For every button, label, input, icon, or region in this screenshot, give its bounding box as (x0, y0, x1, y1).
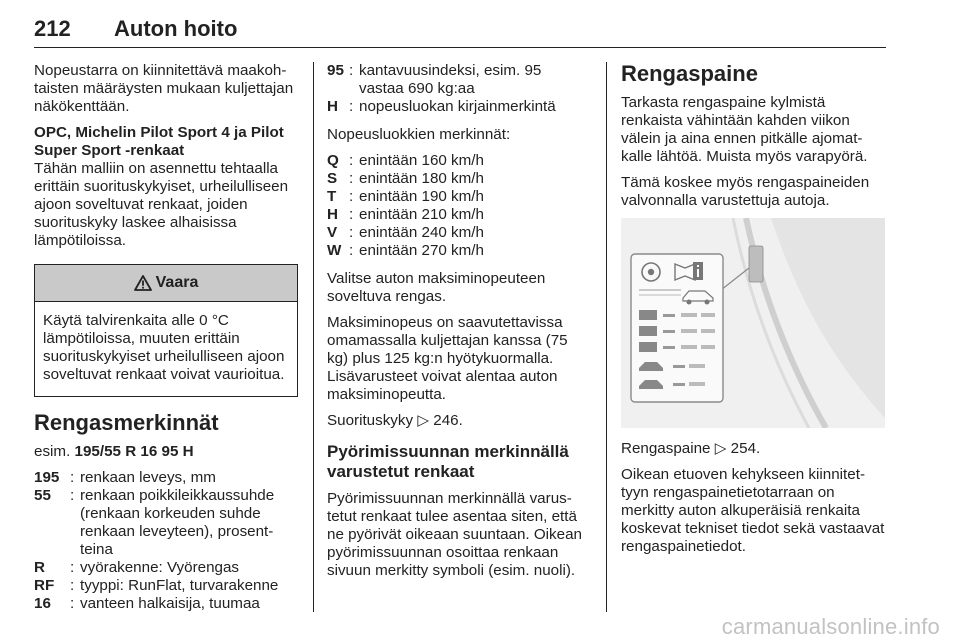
def-sep: : (70, 487, 75, 504)
performance-text: Suorituskyky (327, 412, 414, 429)
def-sep: : (349, 242, 354, 259)
def-desc: renkaan leveys, mm (80, 469, 216, 486)
speed-term: W (327, 242, 342, 259)
speed-term: T (327, 188, 337, 205)
def-desc: vanteen halkaisija, tuumaa (80, 595, 260, 612)
speed-term: Q (327, 152, 339, 169)
speed-class-list (327, 152, 589, 260)
speed-term: S (327, 170, 338, 187)
rotation-paragraph: Pyörimissuunnan merkinnällä varustetut renkaat tulee asentaa siten, että ne pyörivät oikeaan suuntaan. Oikean pyörimissuunnan osoittaa renkaan sivuun merkitty symboli (esim. nuoli). (327, 490, 582, 579)
def-term: 16 (34, 595, 51, 612)
speed-desc: enintään 190 km/h (359, 188, 484, 205)
section-title: Auton hoito (114, 16, 238, 41)
def-sep: : (70, 595, 75, 612)
def-sep: : (70, 559, 75, 576)
column-divider-2 (606, 62, 607, 612)
page-header (34, 0, 886, 48)
speed-term: H (327, 206, 338, 223)
column-1 (34, 62, 298, 623)
tire-code-list (34, 469, 298, 613)
warning-title: Vaara (155, 274, 199, 291)
speed-desc: enintään 240 km/h (359, 224, 484, 241)
def-sep: : (349, 170, 354, 187)
def-desc: vyörakenne: Vyörengas (80, 559, 240, 576)
tire-markings-heading: Rengasmerkinnät (34, 410, 219, 435)
door-label-paragraph: Oikean etuoven kehykseen kiinnitettyyn rengaspainetietotarraan on merkitty auton alkuperäisiä renkaita koskevat tekniset tiedot sekä vastaavat rengaspainetiedot. (621, 466, 885, 555)
def-desc: tyyppi: RunFlat, turvarakenne (80, 577, 279, 594)
max-speed-paragraph: Maksiminopeus on saavutettavissa omamassalla kuljettajan kanssa (75 kg) plus 125 kg:n hyötykuormalla. Lisävarusteet voivat alentaa auton maksiminopeutta. (327, 314, 568, 403)
pressure-check-paragraph: Tarkasta rengaspaine kylmistä renkaista vähintään kahden viikon välein ja aina ennen pitkälle ajomatkalle lähtöä. Muista myös varapyörä. (621, 94, 868, 165)
def-sep: : (70, 469, 75, 486)
column-3 (621, 62, 887, 564)
tire-pressure-label-photo (621, 218, 885, 428)
max-speed-tire-paragraph: Valitse auton maksiminopeuteen soveltuva rengas. (327, 270, 546, 305)
opc-heading: OPC, Michelin Pilot Sport 4 ja Pilot Super Sport -renkaat (34, 124, 284, 159)
tire-code-list-cont (327, 62, 589, 116)
caption-page-ref[interactable]: 254. (730, 440, 761, 457)
def-term: 195 (34, 469, 60, 486)
example-line (34, 443, 298, 461)
def-sep: : (349, 188, 354, 205)
speed-sticker-paragraph: Nopeustarra on kiinnitettävä maakohtaisten määräysten mukaan kuljettajan näkökenttään. (34, 62, 294, 115)
warning-triangle-icon (134, 275, 152, 291)
example-code: 195/55 R 16 95 H (74, 443, 194, 460)
example-prefix: esim. (34, 443, 71, 460)
def-desc: kantavuusindeksi, esim. 95 vastaa 690 kg:aa (359, 62, 542, 97)
opc-paragraph: Tähän malliin on asennettu tehtaalla erittäin suorituskykyiset, urheilulliseen ajoon soveltuvat renkaat, joiden suorituskyky laskee alhaisissa lämpötiloissa. (34, 160, 289, 249)
caption-text: Rengaspaine (621, 440, 711, 457)
speed-desc: enintään 180 km/h (359, 170, 484, 187)
def-desc: renkaan poikkileikkaussuhde (renkaan korkeuden suhde renkaan leveyteen), prosentteina (80, 487, 275, 558)
def-desc: nopeusluokan kirjainmerkintä (359, 98, 556, 115)
performance-reference (327, 412, 589, 430)
page-reference-icon[interactable]: ▷ (714, 440, 727, 457)
def-term: 95 (327, 62, 344, 79)
rotation-heading: Pyörimissuunnan merkinnällä varustetut renkaat (327, 442, 569, 481)
column-divider-1 (313, 62, 314, 612)
def-term: R (34, 559, 45, 576)
def-term: RF (34, 577, 55, 594)
speed-desc: enintään 270 km/h (359, 242, 484, 259)
speed-class-intro: Nopeusluokkien merkinnät: (327, 126, 511, 143)
speed-term: V (327, 224, 338, 241)
header-rule (34, 47, 886, 48)
page-reference-icon[interactable]: ▷ (417, 412, 430, 429)
photo-caption (621, 440, 887, 458)
pressure-monitoring-paragraph: Tämä koskee myös rengaspaineiden valvonnalla varustettuja autoja. (621, 174, 870, 209)
def-sep: : (70, 577, 75, 594)
speed-desc: enintään 160 km/h (359, 152, 484, 169)
warning-body: Käytä talvirenkaita alle 0 °C lämpötiloissa, muuten erittäin suorituskykyiset urheilulliseen ajoon soveltuvat renkaat voivat vaurioitua. (43, 312, 285, 383)
def-sep: : (349, 152, 354, 169)
def-sep: : (349, 206, 354, 223)
def-sep: : (349, 224, 354, 241)
column-2 (327, 62, 589, 588)
page-number: 212 (34, 16, 71, 41)
tire-pressure-heading: Rengaspaine (621, 61, 758, 86)
warning-header (35, 265, 297, 302)
watermark: carmanualsonline.info (721, 614, 940, 639)
def-sep: : (349, 98, 354, 115)
warning-box (34, 264, 298, 397)
speed-desc: enintään 210 km/h (359, 206, 484, 223)
def-term: H (327, 98, 338, 115)
performance-page-ref[interactable]: 246. (433, 412, 463, 429)
def-sep: : (349, 62, 354, 79)
def-term: 55 (34, 487, 51, 504)
